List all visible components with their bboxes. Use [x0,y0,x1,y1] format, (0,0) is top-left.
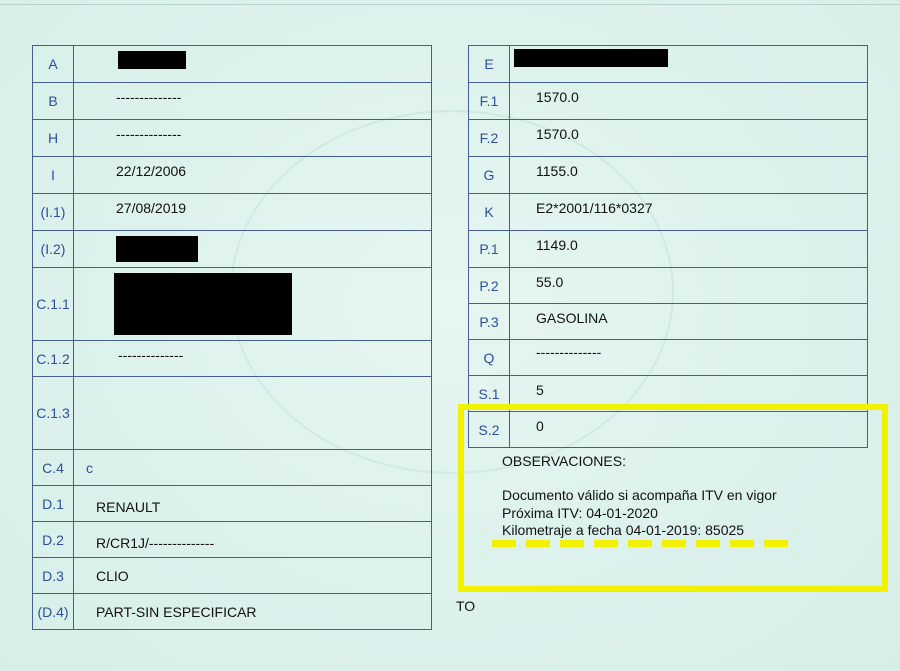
field-value: -------------- [510,340,868,376]
field-code: P.3 [469,304,510,340]
field-code: D.2 [33,522,74,558]
field-code: G [469,157,510,194]
top-edge-line [0,4,900,5]
field-code: F.2 [469,120,510,157]
observations-highlight-box [458,404,888,592]
table-row [469,304,868,340]
table-row [469,268,868,304]
field-code: P.1 [469,231,510,268]
right-fields-table [468,45,868,448]
field-value: 27/08/2019 [74,194,432,231]
table-row [33,450,432,486]
left-fields-table [32,45,432,630]
table-row [469,231,868,268]
table-row [469,120,868,157]
field-value: R/CR1J/-------------- [74,522,432,558]
field-code: (D.4) [33,594,74,630]
table-row [33,157,432,194]
field-code: I [33,157,74,194]
dash [492,540,516,547]
dash [628,540,652,547]
field-value: -------------- [74,83,432,120]
table-row [469,157,868,194]
field-value: E2*2001/116*0327 [510,194,868,231]
dash [662,540,686,547]
field-value: 1155.0 [510,157,868,194]
footer-to-label: TO [456,598,476,614]
field-code: B [33,83,74,120]
field-value: 1570.0 [510,83,868,120]
field-code: Q [469,340,510,376]
redaction-block [114,273,292,335]
field-value: c [74,450,432,486]
field-value: 1149.0 [510,231,868,268]
table-row [469,194,868,231]
dash [730,540,754,547]
field-value: 5 [510,376,868,412]
field-value: CLIO [74,558,432,594]
observation-line: Documento válido si acompaña ITV en vigor [502,487,777,503]
observations-title: OBSERVACIONES: [502,453,626,469]
field-value: -------------- [74,120,432,157]
table-row [33,194,432,231]
table-row [33,594,432,630]
table-row [33,341,432,377]
field-value-redacted [74,46,432,83]
field-value: 0 [510,412,868,448]
field-code: (I.1) [33,194,74,231]
field-code: H [33,120,74,157]
field-code: E [469,46,510,83]
observation-line: Próxima ITV: 04-01-2020 [502,505,658,521]
table-row [469,340,868,376]
redaction-block [118,51,186,69]
field-value: 55.0 [510,268,868,304]
field-value: 22/12/2006 [74,157,432,194]
redaction-block [514,49,668,67]
table-row [33,268,432,341]
field-code: C.1.3 [33,377,74,450]
field-code: C.1.2 [33,341,74,377]
dash [526,540,550,547]
dash [560,540,584,547]
field-code: S.1 [469,376,510,412]
field-value [74,377,432,450]
observation-line: Kilometraje a fecha 04-01-2019: 85025 [502,522,745,538]
field-value: 1570.0 [510,120,868,157]
field-value-redacted [74,231,432,268]
field-code: S.2 [469,412,510,448]
highlight-dashes [492,540,788,547]
field-value: PART-SIN ESPECIFICAR [74,594,432,630]
field-value: -------------- [74,341,432,377]
field-code: K [469,194,510,231]
field-code: P.2 [469,268,510,304]
field-code: C.1.1 [33,268,74,341]
table-row [33,83,432,120]
field-value: RENAULT [74,486,432,522]
field-code: C.4 [33,450,74,486]
field-code: A [33,46,74,83]
field-code: D.1 [33,486,74,522]
dash [594,540,618,547]
table-row [33,46,432,83]
field-value-redacted [510,46,868,83]
field-value-redacted [74,268,432,341]
field-value: GASOLINA [510,304,868,340]
table-row [33,377,432,450]
dash [764,540,788,547]
field-code: F.1 [469,83,510,120]
field-code: D.3 [33,558,74,594]
table-row [33,120,432,157]
dash [696,540,720,547]
table-row [469,83,868,120]
table-row [33,486,432,522]
table-row [33,231,432,268]
redaction-block [116,236,198,262]
field-code: (I.2) [33,231,74,268]
table-row [33,558,432,594]
table-row [469,46,868,83]
table-row [33,522,432,558]
